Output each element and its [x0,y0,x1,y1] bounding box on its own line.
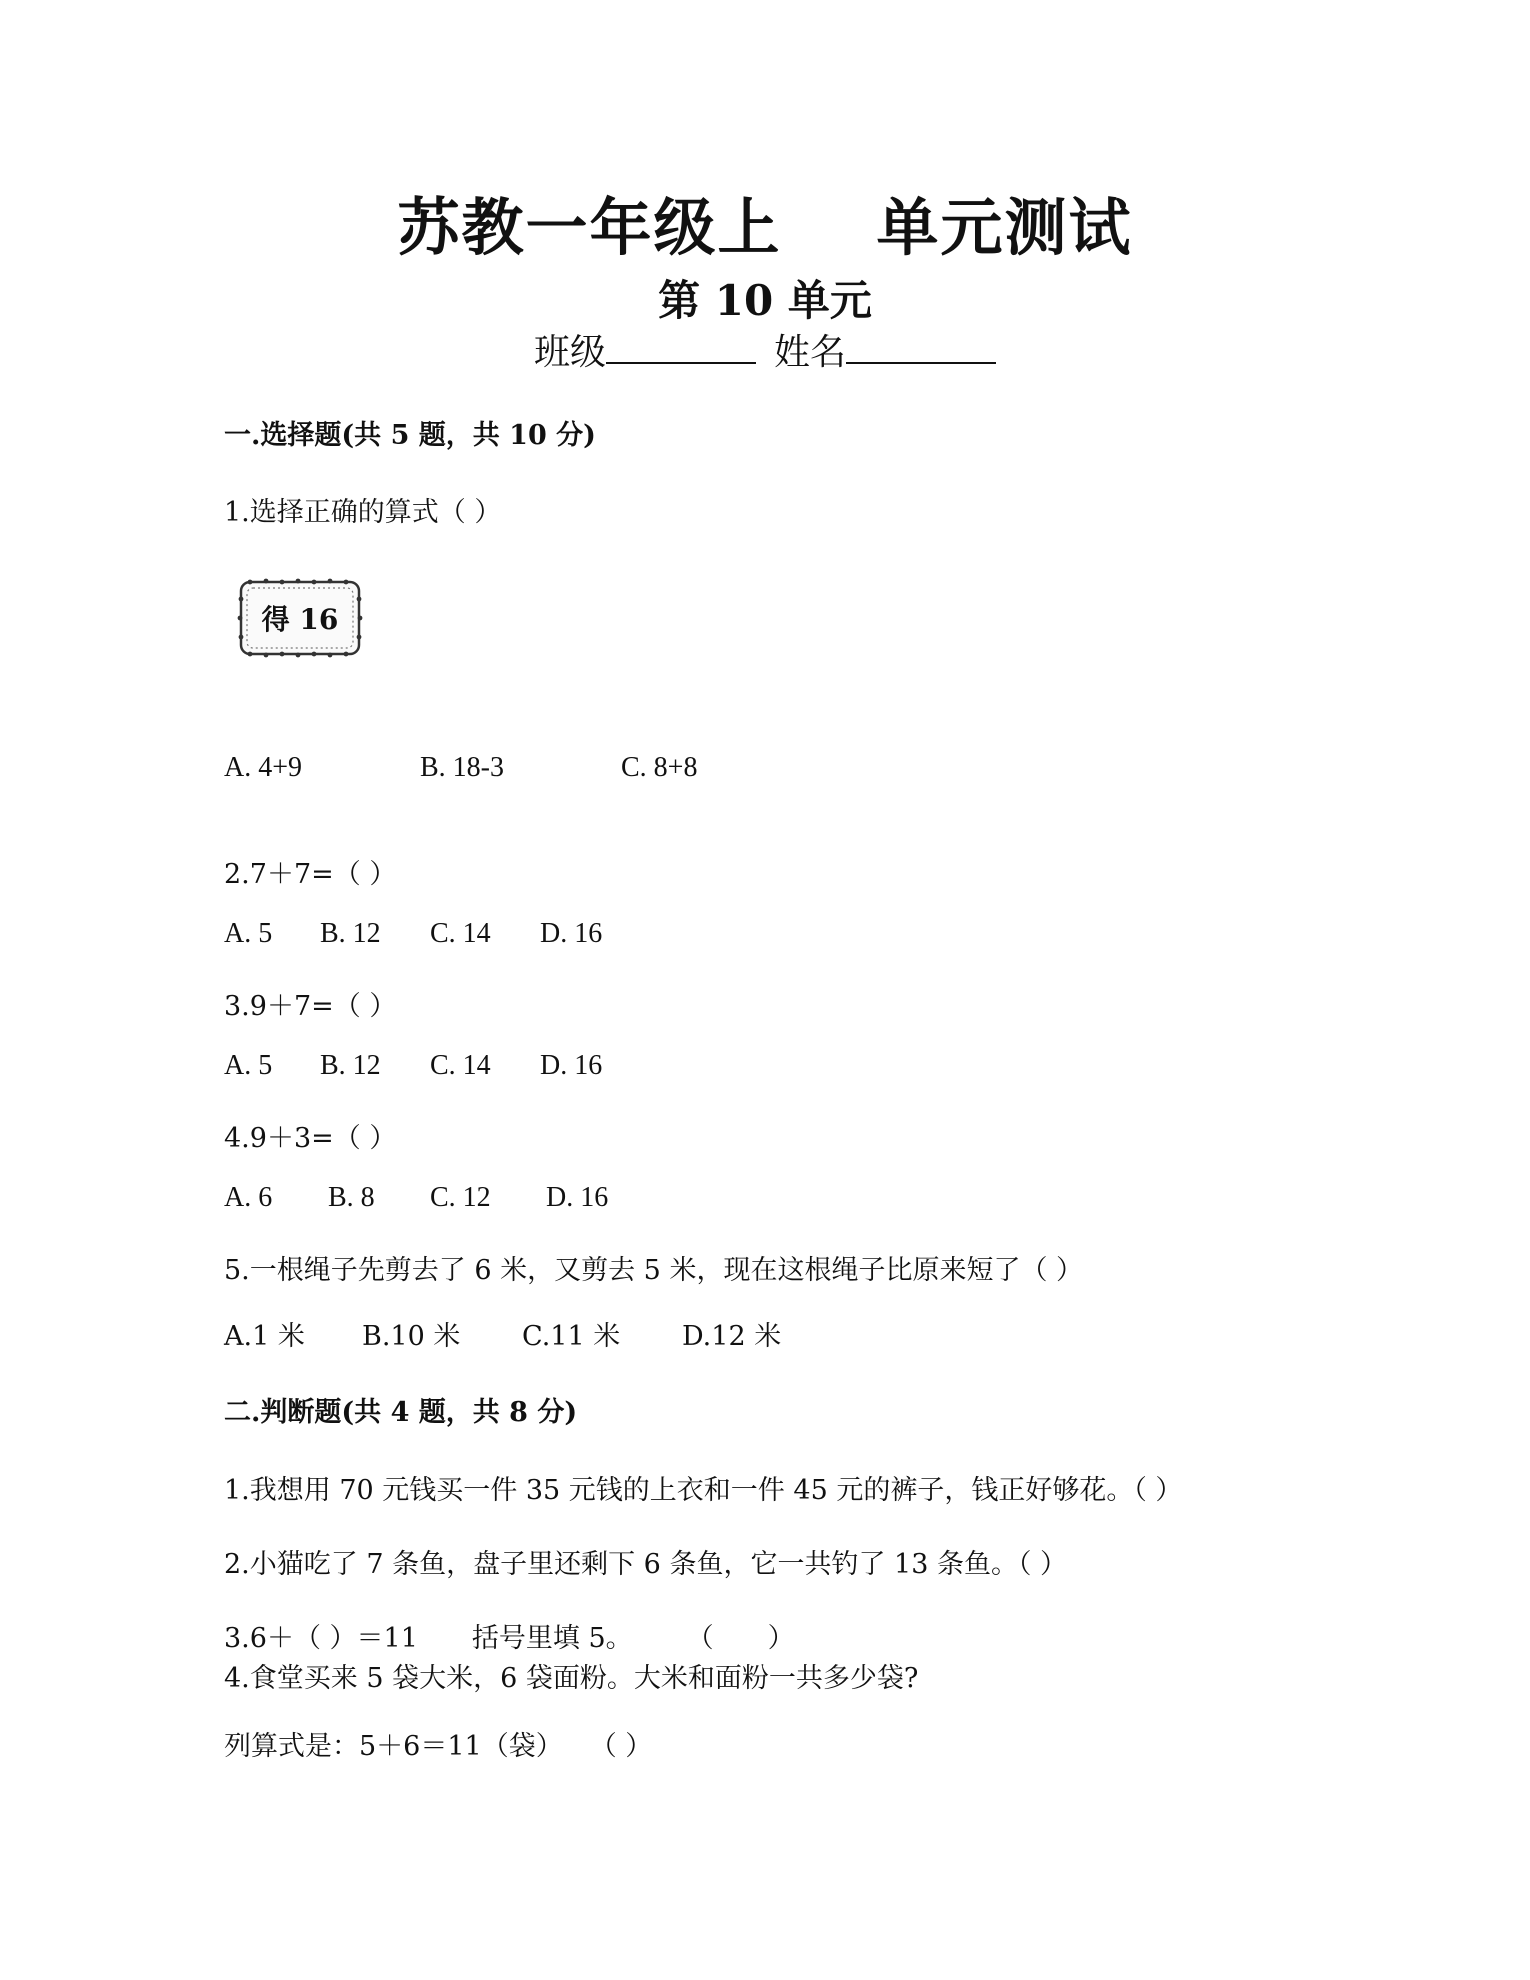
question-1-1: 1.选择正确的算式（ ） [224,497,502,528]
q3-option-b[interactable]: B. 12 [320,1050,381,1081]
question-1-3: 3.9＋7=（ ） [224,991,397,1022]
q5-option-d[interactable]: D.12 米 [682,1321,782,1352]
judge-question-2: 2.小猫吃了 7 条鱼，盘子里还剩下 6 条鱼，它一共钓了 13 条鱼。（ ） [224,1549,1068,1580]
class-label: 班级 [533,332,606,373]
question-1-5: 5.一根绳子先剪去了 6 米，又剪去 5 米，现在这根绳子比原来短了（ ） [224,1255,1084,1286]
q1-option-b[interactable]: B. 18-3 [420,752,504,783]
q2-option-d[interactable]: D. 16 [540,918,603,949]
judge-question-1: 1.我想用 70 元钱买一件 35 元钱的上衣和一件 45 元的裤子，钱正好够花。（ ） [224,1475,1183,1506]
judge-question-3: 3.6＋（ ）＝11 括号里填 5。 （ ） [224,1623,795,1654]
section-2-heading: 二.判断题(共 4 题，共 8 分) [224,1397,578,1428]
q5-option-a[interactable]: A.1 米 [224,1321,305,1352]
judge-question-4: 4.食堂买来 5 袋大米，6 袋面粉。大米和面粉一共多少袋? [224,1663,919,1694]
name-blank[interactable] [846,332,996,364]
q2-option-a[interactable]: A. 5 [224,918,273,949]
question-1-1-image [236,577,364,659]
title-left: 苏教一年级上 [397,191,782,264]
q4-option-d[interactable]: D. 16 [546,1182,609,1213]
unit-subtitle: 第 10 单元 [658,276,872,325]
section-1-heading: 一.选择题(共 5 题，共 10 分) [224,420,596,451]
q5-option-b[interactable]: B.10 米 [362,1321,461,1352]
q2-option-b[interactable]: B. 12 [320,918,381,949]
q3-option-c[interactable]: C. 14 [430,1050,491,1081]
page-title [0,178,1530,267]
q4-option-b[interactable]: B. 8 [328,1182,375,1213]
q4-option-c[interactable]: C. 12 [430,1182,491,1213]
judge-question-4-formula: 列算式是：5＋6＝11（袋） （ ） [224,1731,653,1762]
question-1-2: 2.7＋7=（ ） [224,859,397,890]
q1-option-c[interactable]: C. 8+8 [621,752,698,783]
class-blank[interactable] [606,332,756,364]
title-right: 单元测试 [876,191,1133,264]
q2-option-c[interactable]: C. 14 [430,918,491,949]
decorative-frame-icon [236,577,364,659]
question-1-4: 4.9＋3=（ ） [224,1123,397,1154]
q4-option-a[interactable]: A. 6 [224,1182,273,1213]
q3-option-a[interactable]: A. 5 [224,1050,273,1081]
q3-option-d[interactable]: D. 16 [540,1050,603,1081]
student-info-line [0,324,1530,375]
name-label: 姓名 [774,332,847,373]
q5-option-c[interactable]: C.11 米 [522,1321,621,1352]
badge-text: 得 16 [261,603,339,636]
q1-option-a[interactable]: A. 4+9 [224,752,303,783]
